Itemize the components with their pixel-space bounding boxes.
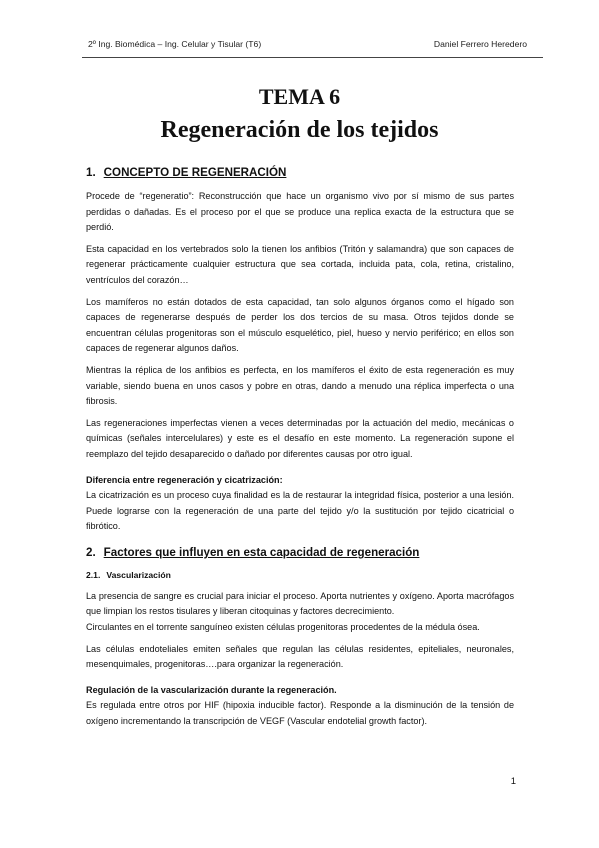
paragraph: La presencia de sangre es crucial para iniciar el proceso. Aporta nutrientes y oxígeno. Aporta macrófagos que limpian los restos tisulares y liberan citoquinas y factores decrecimiento. [86, 590, 514, 617]
subheading-difference: Diferencia entre regeneración y cicatrización: [86, 474, 283, 485]
paragraph: Mientras la réplica de los anfibios es perfecta, en los mamíferos el éxito de esta regeneración es muy variable, siendo buena en unos casos y pobre en otras, dando a menudo una réplica imperfecta o una fibrosis. [86, 364, 514, 407]
subsection-2-1-title: Vascularización [106, 569, 171, 580]
section-1-title: CONCEPTO DE REGENERACIÓN [103, 166, 287, 179]
paragraph: Es regulada entre otros por HIF (hipoxia inducible factor). Responde a la disminución de la tensión de oxígeno incrementando la transcripción de VEGF (Vascular endotelial growth factor). [86, 700, 514, 727]
paragraph: Procede de “regeneratio”: Reconstrucción que hace un organismo vivo por sí mismo de sus partes perdidas o dañadas. Es el proceso por el que se produce una replica exacta de la estructura que se perdió. [86, 191, 514, 233]
document-body [86, 158, 514, 736]
section-2-heading [86, 545, 514, 560]
paragraph: Las regeneraciones imperfectas vienen a veces determinadas por la actuación del medio, mecánicas o químicas (señales intercelulares) y este es el desafío en este momento. La regeneración supone el reemplazo del tejido desaparecido o dañado por diferentes causas por otro igual. [86, 417, 514, 459]
subsection-2-1-number: 2.1. [86, 569, 101, 580]
header-author: Daniel Ferrero Heredero [433, 39, 527, 49]
header-course: 2º Ing. Biomédica – Ing. Celular y Tisular (T6) [88, 39, 262, 49]
subsection-2-1-heading [86, 569, 514, 581]
subheading-vascular-regulation: Regulación de la vascularización durante la regeneración. [86, 684, 337, 695]
paragraph: La cicatrización es un proceso cuya finalidad es la de restaurar la integridad física, posterior a una lesión. Puede lograrse con la regeneración de una parte del tejido y/o la sustitución por tejido cicatricial o fibrótico. [86, 490, 514, 532]
section-1-heading [86, 165, 514, 180]
paragraph: Las células endoteliales emiten señales que regulan las células residentes, epiteliales, neuronales, mesenquimales, progenitoras….para organizar la regeneración. [86, 643, 514, 670]
paragraph: Esta capacidad en los vertebrados solo la tienen los anfibios (Tritón y salamandra) que son capaces de regenerar prácticamente cualquier estructura que sea cortada, incluida pata, cola, retina, cristalino, ventrículos del corazón… [86, 243, 514, 285]
section-1-number: 1. [86, 166, 96, 179]
topic-number: TEMA 6 [258, 84, 341, 109]
paragraph: Circulantes en el torrente sanguíneo existen células progenitoras procedentes de la médula ósea. [86, 622, 480, 633]
paragraph: Los mamíferos no están dotados de esta capacidad, tan solo algunos órganos como el hígado son capaces de regenerarse después de perder los dos tercios de su masa. Otros tejidos donde se encuentran células progenitoras son el músculo esquelético, piel, hueso y nervio periférico; en ellos son capaces de regenerar algunos daños. [86, 296, 514, 354]
section-2-title: Factores que influyen en esta capacidad de regeneración [103, 545, 420, 559]
page-title: Regeneración de los tejidos [160, 117, 439, 143]
page-number: 1 [510, 776, 516, 787]
header-rule [82, 57, 543, 58]
page-header [88, 39, 527, 53]
section-2-number: 2. [86, 545, 96, 559]
